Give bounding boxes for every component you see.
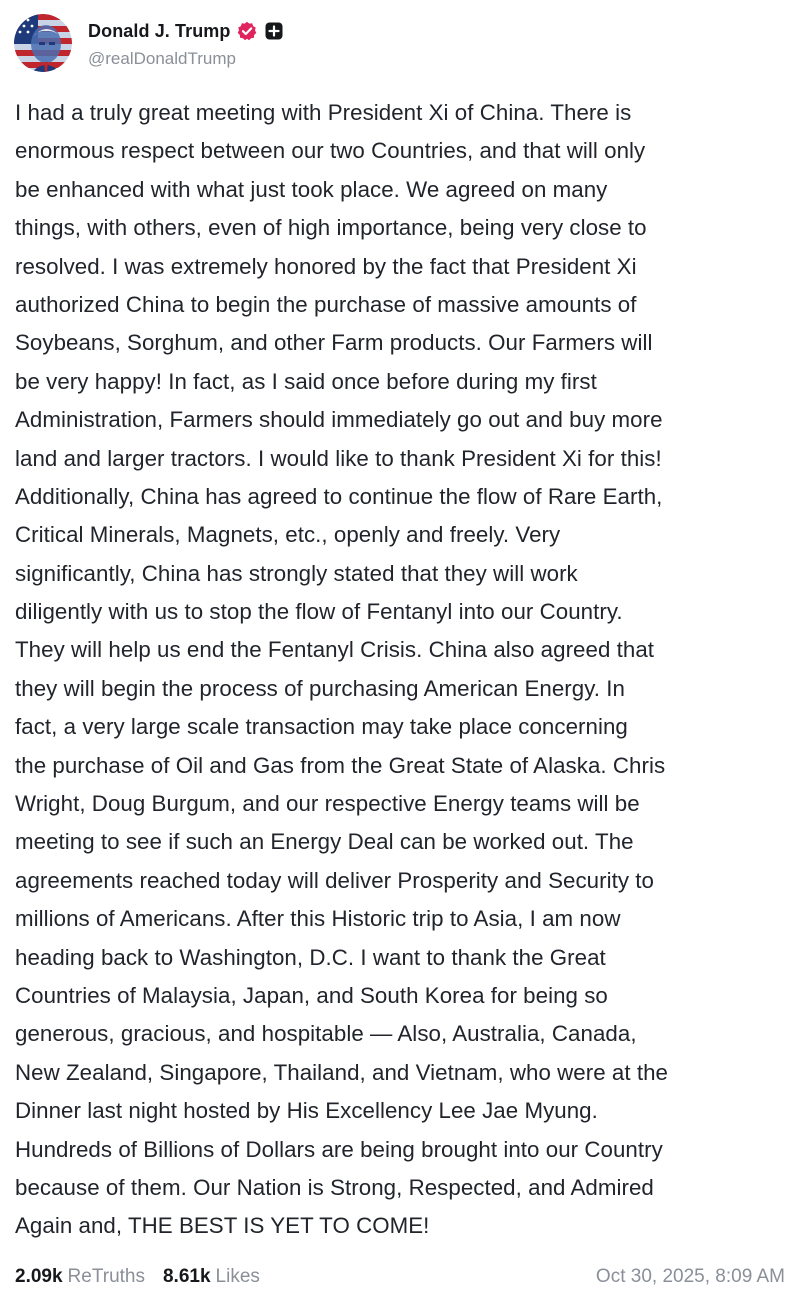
likes-label: Likes [215, 1266, 260, 1287]
post-body-line: generous, gracious, and hospitable — Also, Australia, Canada, [15, 1021, 637, 1047]
plus-box-icon[interactable] [265, 22, 283, 40]
post-body-line: because of them. Our Nation is Strong, Respected, and Admired [15, 1174, 654, 1200]
post-body-line: They will help us end the Fentanyl Crisis. China also agreed that [15, 637, 655, 663]
post-body-line: Administration, Farmers should immediately go out and buy more [15, 407, 663, 433]
likes-stat[interactable] [163, 1266, 260, 1288]
avatar[interactable] [14, 14, 72, 72]
post-body-line: Wright, Doug Burgum, and our respective Energy teams will be [15, 791, 640, 817]
avatar-flag-portrait-icon [14, 14, 72, 72]
verified-badge-icon [237, 21, 257, 41]
post-body-line: authorized China to begin the purchase of massive amounts of [15, 291, 637, 317]
post-body-line: resolved. I was extremely honored by the fact that President Xi [15, 253, 637, 279]
likes-count: 8.61k [162, 1266, 211, 1287]
retruths-stat[interactable] [15, 1266, 145, 1288]
post-stats-bar [15, 1262, 785, 1292]
post-body-line: be enhanced with what just took place. We agreed on many [15, 176, 608, 202]
post-body-line: they will begin the process of purchasing American Energy. In [15, 675, 625, 701]
post-body-line: heading back to Washington, D.C. I want to thank the Great [15, 944, 606, 970]
post-body-line: enormous respect between our two Countries, and that will only [15, 138, 646, 164]
post-body-line: New Zealand, Singapore, Thailand, and Vietnam, who were at the [15, 1059, 669, 1085]
post-body-line: Countries of Malaysia, Japan, and South Korea for being so [15, 982, 608, 1008]
author-display-name[interactable]: Donald J. Trump [88, 20, 231, 41]
post-body-line: significantly, China has strongly stated that they will work [15, 560, 578, 586]
post-body-line: agreements reached today will deliver Prosperity and Security to [15, 867, 654, 893]
post-body-line: Critical Minerals, Magnets, etc., openly and freely. Very [15, 522, 561, 548]
post-body-line: I had a truly great meeting with President Xi of China. There is [15, 100, 632, 125]
post-body-line: millions of Americans. After this Historic trip to Asia, I am now [15, 906, 621, 932]
post-body-line: Again and, THE BEST IS YET TO COME! [15, 1213, 430, 1239]
post-body-line: fact, a very large scale transaction may take place concerning [15, 714, 628, 740]
post-timestamp[interactable]: Oct 30, 2025, 8:09 AM [595, 1266, 785, 1287]
post-body-line: Additionally, China has agreed to continue the flow of Rare Earth, [15, 483, 663, 509]
retruths-count: 2.09k [15, 1266, 63, 1287]
post-body-line: Dinner last night hosted by His Excellency Lee Jae Myung. [15, 1098, 598, 1124]
author-handle[interactable]: @realDonaldTrump [88, 49, 236, 68]
post-body-line: things, with others, even of high importance, being very close to [15, 215, 647, 241]
post-body-line: the purchase of Oil and Gas from the Great State of Alaska. Chris [15, 752, 666, 778]
post-body-line: Soybeans, Sorghum, and other Farm products. Our Farmers will [15, 330, 653, 356]
retruths-label: ReTruths [67, 1266, 145, 1287]
post-body-line: meeting to see if such an Energy Deal can be worked out. The [15, 829, 634, 855]
name-row [88, 17, 283, 45]
author-identity [88, 14, 283, 72]
post-body [15, 94, 790, 1246]
post-body-line: diligently with us to stop the flow of Fentanyl into our Country. [15, 599, 623, 625]
post-body-line: land and larger tractors. I would like to thank President Xi for this! [15, 445, 662, 471]
post-body-line: be very happy! In fact, as I said once before during my first [15, 368, 597, 394]
post-header [14, 14, 283, 72]
post-body-line: Hundreds of Billions of Dollars are being brought into our Country [15, 1136, 663, 1162]
